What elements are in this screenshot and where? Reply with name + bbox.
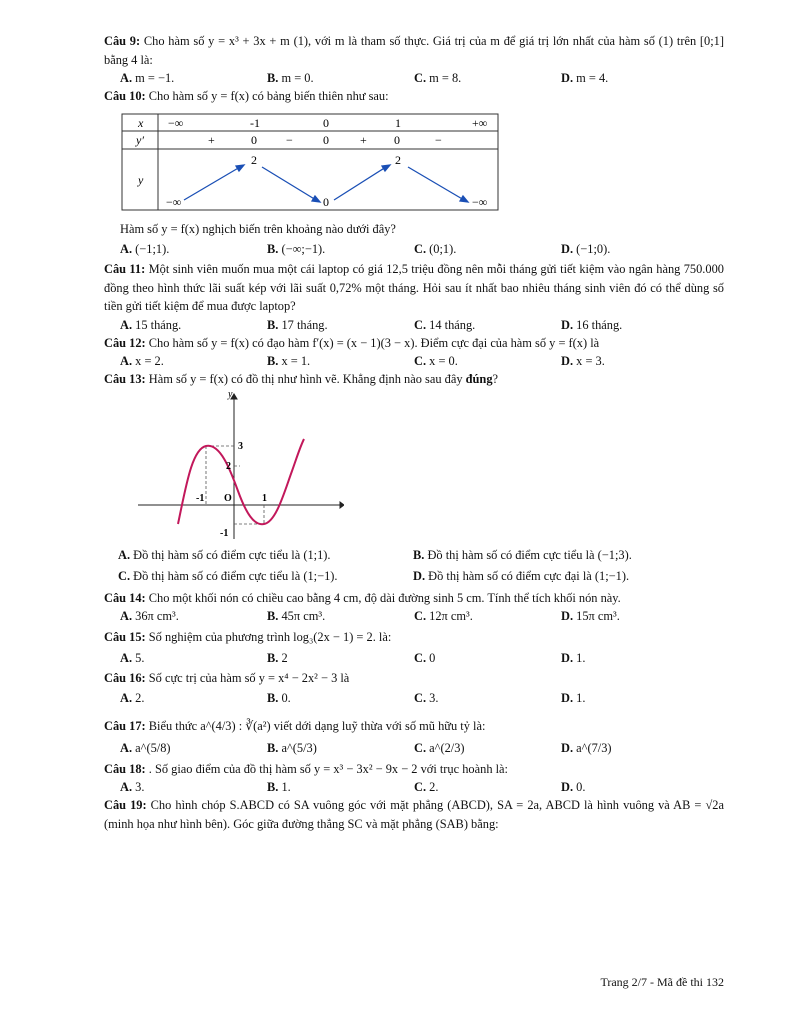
options-q16 (104, 687, 724, 709)
question-label: Câu 18: (104, 761, 146, 776)
option-a: A. x = 2. (120, 354, 164, 368)
option-b: B. a^(5/3) (267, 740, 317, 755)
x-val: 1 (395, 115, 401, 130)
table-x-label: x (138, 115, 144, 130)
y-val: 0 (323, 194, 329, 209)
sign: 0 (251, 132, 257, 147)
sign: − (435, 132, 442, 147)
sign: + (208, 132, 215, 147)
option-c: C. a^(2/3) (414, 740, 465, 755)
question-label: Câu 11: (104, 262, 146, 276)
question-label: Câu 12: (104, 335, 146, 350)
sign: 0 (394, 132, 400, 147)
option-a: A. a^(5/8) (120, 740, 171, 755)
question-label: Câu 15: (104, 630, 146, 644)
question-text: Số cực trị của hàm số y = x⁴ − 2x² − 3 là (148, 670, 350, 685)
option-c: C. 3. (414, 691, 439, 705)
exam-page (104, 32, 724, 833)
option-c: C. x = 0. (414, 354, 458, 368)
option-d: D. 0. (561, 780, 586, 794)
option-d: D. a^(7/3) (561, 740, 612, 755)
option-c: C. (0;1). (414, 242, 457, 256)
option-c: C. 0 (414, 650, 436, 665)
options-q13 (104, 545, 724, 587)
option-b: B. Đồ thị hàm số có điểm cực tiểu là (−1;3). (413, 547, 632, 562)
y-val: −∞ (472, 194, 488, 209)
tick-label: 3 (238, 440, 243, 452)
options-q9 (104, 69, 724, 87)
question-18 (104, 760, 724, 779)
y-val: 2 (251, 152, 257, 167)
option-b: B. m = 0. (267, 71, 314, 85)
option-d: D. 1. (561, 691, 586, 705)
x-axis-arrow (340, 502, 344, 508)
origin-label: O (224, 492, 232, 504)
question-11 (104, 260, 724, 316)
question-label: Câu 14: (104, 590, 146, 605)
option-d: D. x = 3. (561, 354, 605, 368)
question-subtext: Hàm số y = f(x) nghịch biến trên khoảng nào dưới đây? (120, 221, 396, 236)
tick-label: -1 (196, 492, 205, 504)
question-10-sub (104, 220, 724, 239)
option-a: A. 15 tháng. (120, 317, 182, 332)
option-c: C. 2. (414, 780, 439, 794)
question-19 (104, 796, 724, 833)
question-text: . Số giao điểm của đồ thị hàm số y = x³ − 3x² − 9x − 2 với trục hoành là: (148, 761, 508, 776)
question-15 (104, 628, 724, 647)
question-12 (104, 334, 724, 353)
option-d: D. m = 4. (561, 71, 609, 85)
option-b: B. 2 (267, 650, 288, 665)
question-emphasis: đúng (465, 372, 493, 386)
option-b: B. (−∞;−1). (267, 242, 326, 256)
question-label: Câu 10: (104, 89, 146, 103)
option-d: D. (−1;0). (561, 242, 611, 256)
option-a: A. 36π cm³. (120, 609, 179, 623)
option-b: B. 0. (267, 691, 291, 705)
question-17 (104, 717, 724, 736)
tick-label: -1 (220, 527, 229, 539)
question-text: Số nghiệm của phương trình log₃(2x − 1) = 2. là: (148, 630, 392, 644)
question-14 (104, 589, 724, 608)
y-val: −∞ (166, 194, 182, 209)
question-text: Biểu thức a^(4/3) : ∛(a²) viết dới dạng luỹ thừa với số mũ hữu tỷ là: (148, 719, 486, 733)
options-q10 (104, 238, 724, 260)
sign: + (360, 132, 367, 147)
table-y-label: y (138, 172, 144, 187)
options-q14 (104, 607, 724, 625)
tick-label: 2 (226, 460, 231, 472)
option-b: B. 17 tháng. (267, 317, 328, 332)
option-b: B. 45π cm³. (267, 609, 326, 623)
question-13: Câu 13: Hàm số y = f(x) có đồ thị như hình vẽ. Khẳng định nào sau đây đúng? (104, 372, 499, 386)
option-d: D. 15π cm³. (561, 609, 620, 623)
options-q18 (104, 778, 724, 796)
table-yprime-label: y′ (136, 132, 144, 147)
option-c: C. 14 tháng. (414, 317, 476, 332)
question-text: Cho hình chóp S.ABCD có SA vuông góc với mặt phẳng (ABCD), SA = 2a, ABCD là hình vuông và AB = √2a (minh họa như hình bên). Góc giữa đường thẳng SC và mặt phẳng (SAB) bằng: (104, 798, 724, 831)
page-footer: Trang 2/7 - Mã đề thi 132 (600, 975, 724, 989)
question-10 (104, 87, 724, 106)
question-text: Hàm số y = f(x) có đồ thị như hình vẽ. Khẳng định nào sau đây (148, 372, 466, 386)
tick-label: 1 (262, 492, 267, 504)
question-9 (104, 32, 724, 69)
question-label: Câu 17: (104, 719, 146, 733)
option-a: A. 5. (120, 650, 145, 665)
option-a: A. (−1;1). (120, 242, 170, 256)
option-a: A. m = −1. (120, 71, 175, 85)
option-a: A. 3. (120, 780, 145, 794)
question-text: Cho hàm số y = x³ + 3x + m (1), với m là tham số thực. Giá trị của m để giá trị lớn nhất của hàm số (1) trên [0;1] bằng 4 là: (104, 34, 724, 67)
options-q12 (104, 352, 724, 370)
option-d: D. 1. (561, 650, 586, 665)
sign: 0 (323, 132, 329, 147)
x-val: 0 (323, 115, 329, 130)
question-label: Câu 13: (104, 372, 146, 386)
question-text: Cho hàm số y = f(x) có bảng biến thiên như sau: (148, 89, 389, 103)
question-text: Cho hàm số y = f(x) có đạo hàm f′(x) = (x − 1)(3 − x). Điểm cực đại của hàm số y = f(x) là (148, 335, 600, 350)
question-text: Một sinh viên muốn mua một cái laptop có giá 12,5 triệu đồng nên mỗi tháng gửi tiết kiệm vào ngân hàng 750.000 đồng theo hình thức lãi suất kép với lãi suất 0,72% một tháng. Hỏi sau ít nhất bao nhiêu tháng sinh viên đó có thể dùng số tiền gửi tiết kiệm để mua được laptop? (104, 262, 724, 313)
function-graph (134, 391, 724, 545)
option-a: A. 2. (120, 691, 145, 705)
question-text: Cho một khối nón có chiều cao bằng 4 cm, độ dài đường sinh 5 cm. Tính thể tích khối nón này. (148, 590, 621, 605)
x-val: -1 (250, 115, 260, 130)
options-q11 (104, 316, 724, 334)
option-d: D. 16 tháng. (561, 317, 623, 332)
question-label: Câu 16: (104, 670, 146, 685)
options-q15 (104, 647, 724, 669)
y-val: 2 (395, 152, 401, 167)
sign: − (286, 132, 293, 147)
option-d: D. Đồ thị hàm số có điểm cực đại là (1;−1). (413, 568, 630, 583)
question-label: Câu 9: (104, 34, 141, 48)
question-16 (104, 669, 724, 688)
y-axis-label: y (228, 390, 233, 400)
x-val: +∞ (472, 115, 488, 130)
option-a: A. Đồ thị hàm số có điểm cực tiểu là (1;1). (118, 547, 331, 562)
x-val: −∞ (168, 115, 184, 130)
question-label: Câu 19: (104, 798, 147, 812)
option-b: B. 1. (267, 780, 291, 794)
option-c: C. 12π cm³. (414, 609, 473, 623)
option-c: C. m = 8. (414, 71, 462, 85)
option-b: B. x = 1. (267, 354, 311, 368)
option-c: C. Đồ thị hàm số có điểm cực tiểu là (1;−1). (118, 568, 338, 583)
variation-table (120, 112, 724, 216)
options-q17 (104, 736, 724, 760)
